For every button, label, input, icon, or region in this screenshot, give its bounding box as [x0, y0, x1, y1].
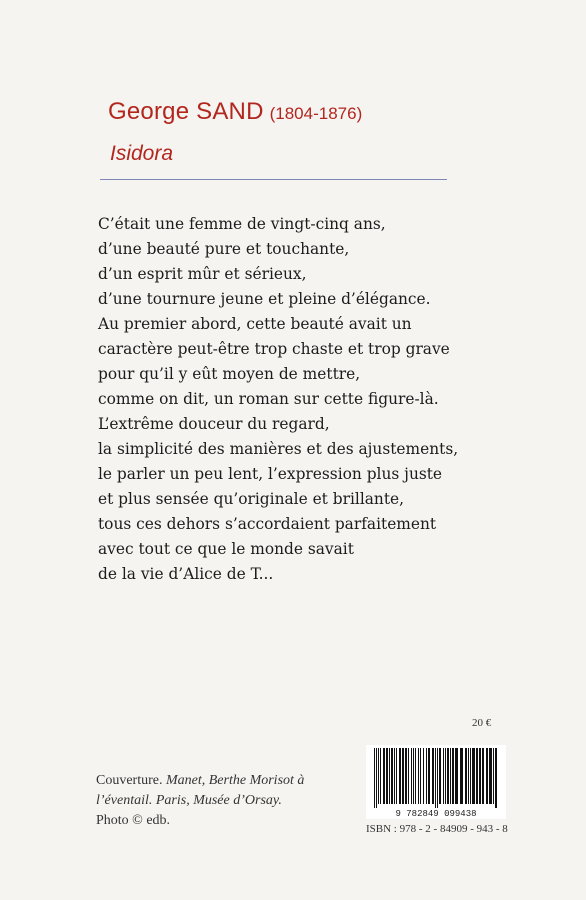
barcode-bar — [402, 748, 404, 804]
barcode-bar — [470, 748, 471, 804]
barcode-bar — [394, 748, 395, 804]
cover-credit — [96, 771, 304, 831]
author-name: George SAND — [108, 98, 264, 125]
barcode-bar — [443, 748, 444, 804]
excerpt-line: caractère peut-être trop chaste et trop grave — [98, 340, 450, 358]
barcode-bar — [447, 748, 449, 804]
barcode-bar — [437, 748, 438, 808]
excerpt-line: tous ces dehors s’accordaient parfaitement — [98, 515, 437, 533]
barcode-graphic — [366, 745, 506, 819]
excerpt-line: le parler un peu lent, l’expression plus juste — [98, 465, 443, 483]
barcode-bar — [391, 748, 393, 804]
price-label: 20 € — [472, 717, 492, 729]
barcode-bar — [374, 748, 375, 808]
barcode-bar — [428, 748, 430, 804]
credit-prefix: Couverture. — [96, 773, 163, 788]
barcode-bar — [460, 748, 463, 804]
barcode-bar — [415, 748, 416, 804]
barcode-bar — [455, 748, 458, 804]
excerpt-line: d’une beauté pure et touchante, — [98, 240, 350, 258]
barcode-bar — [376, 748, 377, 808]
excerpt-line: de la vie d’Alice de T... — [98, 565, 274, 583]
barcode-bar — [389, 748, 390, 804]
barcode-bar — [396, 748, 397, 804]
excerpt-line: pour qu’il y eût moyen de mettre, — [98, 365, 361, 383]
barcode-bar — [445, 748, 446, 804]
excerpt-line: et plus sensée qu’originale et brillante, — [98, 490, 405, 508]
excerpt-text — [98, 212, 458, 587]
book-title: Isidora — [110, 142, 174, 165]
credit-line-2: l’éventail. Paris, Musée d’Orsay. — [96, 793, 282, 808]
excerpt-line: avec tout ce que le monde savait — [98, 540, 354, 558]
excerpt-line: d’une tournure jeune et pleine d’élégance. — [98, 290, 431, 308]
barcode-bar — [468, 748, 469, 804]
barcode-bar — [411, 748, 412, 804]
barcode-bar — [383, 748, 385, 804]
excerpt-line: Au premier abord, cette beauté avait un — [98, 315, 412, 333]
barcode-bar — [479, 748, 481, 804]
barcode-bar — [418, 748, 419, 804]
excerpt-line: comme on dit, un roman sur cette figure-là. — [98, 390, 439, 408]
author-heading — [108, 98, 362, 126]
barcode-bar — [399, 748, 401, 804]
barcode — [366, 745, 506, 819]
barcode-bar — [380, 748, 381, 804]
title-divider — [100, 179, 447, 180]
barcode-bar — [435, 748, 436, 808]
barcode-bar — [452, 748, 454, 804]
barcode-bar — [489, 748, 492, 804]
barcode-bar — [420, 748, 421, 804]
barcode-bar — [413, 748, 414, 804]
barcode-digits: 9 782849 099438 — [395, 809, 477, 819]
barcode-bar — [450, 748, 451, 804]
barcode-bar — [486, 748, 488, 804]
barcode-bar — [405, 748, 407, 804]
barcode-bar — [408, 748, 409, 804]
barcode-bar — [426, 748, 427, 804]
excerpt-line: C’était une femme de vingt-cinq ans, — [98, 215, 386, 233]
barcode-bar — [439, 748, 441, 804]
excerpt-line: d’un esprit mûr et sérieux, — [98, 265, 307, 283]
barcode-bar — [386, 748, 388, 804]
credit-line-1 — [96, 771, 304, 791]
barcode-bar — [482, 748, 484, 804]
barcode-bar — [432, 748, 434, 804]
excerpt-line: la simplicité des manières et des ajustements, — [98, 440, 459, 458]
author-dates: (1804-1876) — [269, 104, 363, 123]
excerpt-line: L’extrême douceur du regard, — [98, 415, 330, 433]
isbn-label: ISBN : 978 - 2 - 84909 - 943 - 8 — [366, 823, 508, 835]
credit-line-3: Photo © edb. — [96, 813, 171, 828]
barcode-bar — [423, 748, 424, 804]
barcode-bar — [495, 748, 497, 808]
barcode-bar — [378, 748, 379, 804]
barcode-bar — [465, 748, 467, 804]
barcode-bar — [476, 748, 478, 804]
credit-artwork: Manet, Berthe Morisot à — [165, 773, 305, 788]
barcode-bar — [472, 748, 475, 804]
barcode-bar — [493, 748, 494, 804]
